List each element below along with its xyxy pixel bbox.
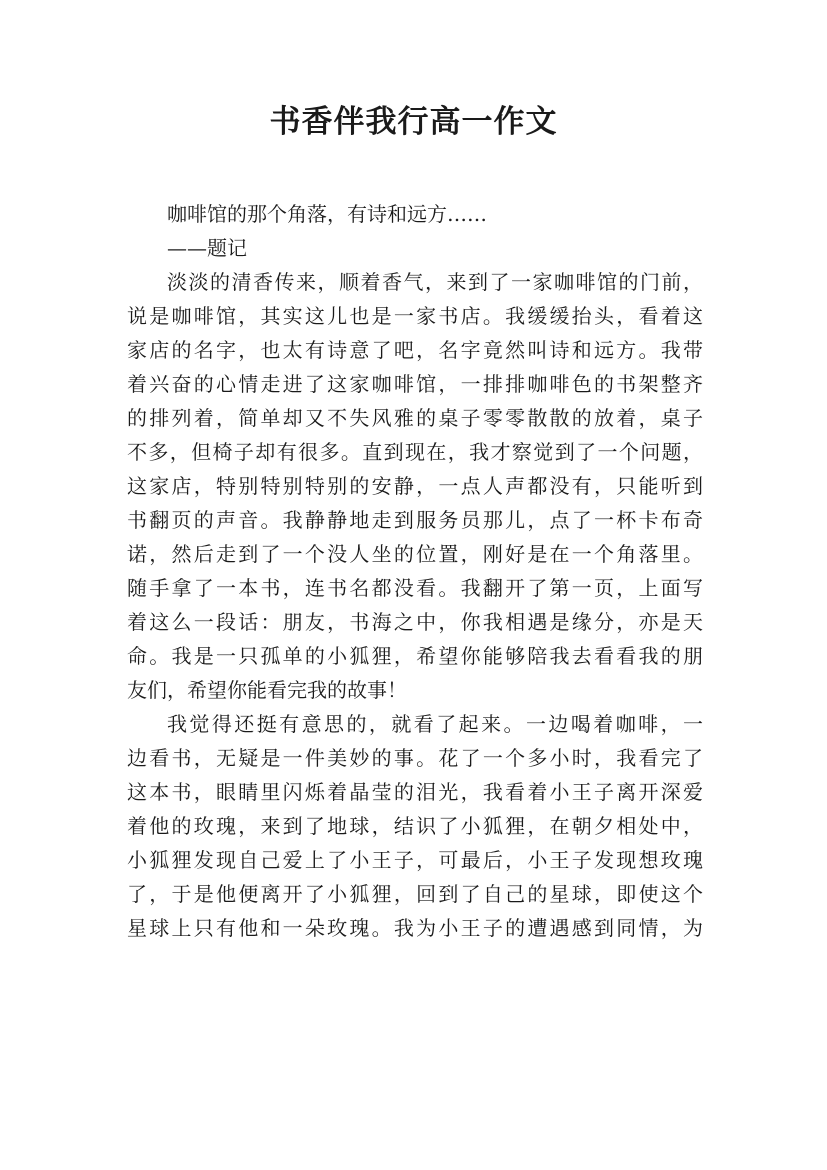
- paragraph-line: 不多，但椅子却有很多。直到现在，我才察觉到了一个问题，: [127, 440, 703, 464]
- document-title: 书香伴我行高一作文: [269, 104, 558, 140]
- paragraph-line: 小狐狸发现自己爱上了小王子，可最后，小王子发现想玫瑰: [127, 848, 703, 872]
- paragraph-line: 说是咖啡馆，其实这儿也是一家书店。我缓缓抬头，看着这: [127, 304, 703, 328]
- paragraph-line: 友们，希望你能看完我的故事！: [127, 678, 407, 702]
- paragraph-line: 淡淡的清香传来，顺着香气，来到了一家咖啡馆的门前，: [167, 270, 703, 294]
- paragraph-line: 着他的玫瑰，来到了地球，结识了小狐狸，在朝夕相处中，: [127, 814, 703, 838]
- paragraph-line: 了，于是他便离开了小狐狸，回到了自己的星球，即使这个: [127, 882, 703, 906]
- paragraph-line: 这本书，眼睛里闪烁着晶莹的泪光，我看着小王子离开深爱: [127, 780, 703, 804]
- paragraph-line: 家店的名字，也太有诗意了吧，名字竟然叫诗和远方。我带: [127, 338, 703, 362]
- paragraph-line: 边看书，无疑是一件美妙的事。花了一个多小时，我看完了: [127, 746, 703, 770]
- paragraph-line: 随手拿了一本书，连书名都没看。我翻开了第一页，上面写: [127, 576, 703, 600]
- paragraph-1: [127, 265, 703, 707]
- paragraph-line: 的排列着，简单却又不失风雅的桌子零零散散的放着，桌子: [127, 406, 703, 430]
- paragraph-line: 着这么一段话：朋友，书海之中，你我相遇是缘分，亦是天: [127, 610, 703, 634]
- paragraph-line: 着兴奋的心情走进了这家咖啡馆，一排排咖啡色的书架整齐: [127, 372, 703, 396]
- paragraph-line: 诺，然后走到了一个没人坐的位置，刚好是在一个角落里。: [127, 542, 703, 566]
- paragraph-line: 书翻页的声音。我静静地走到服务员那儿，点了一杯卡布奇: [127, 508, 703, 532]
- paragraph-line: 这家店，特别特别特别的安静，一点人声都没有，只能听到: [127, 474, 703, 498]
- document-body: [127, 197, 703, 945]
- epigraph-attribution: ——题记: [167, 236, 247, 260]
- epigraph-line: 咖啡馆的那个角落，有诗和远方……: [167, 202, 487, 226]
- paragraph-2: [127, 707, 703, 945]
- paragraph-line: 星球上只有他和一朵玫瑰。我为小王子的遭遇感到同情，为: [127, 916, 703, 940]
- paragraph-line: 我觉得还挺有意思的，就看了起来。一边喝着咖啡，一: [167, 712, 703, 736]
- paragraph-line: 命。我是一只孤单的小狐狸，希望你能够陪我去看看我的朋: [127, 644, 703, 668]
